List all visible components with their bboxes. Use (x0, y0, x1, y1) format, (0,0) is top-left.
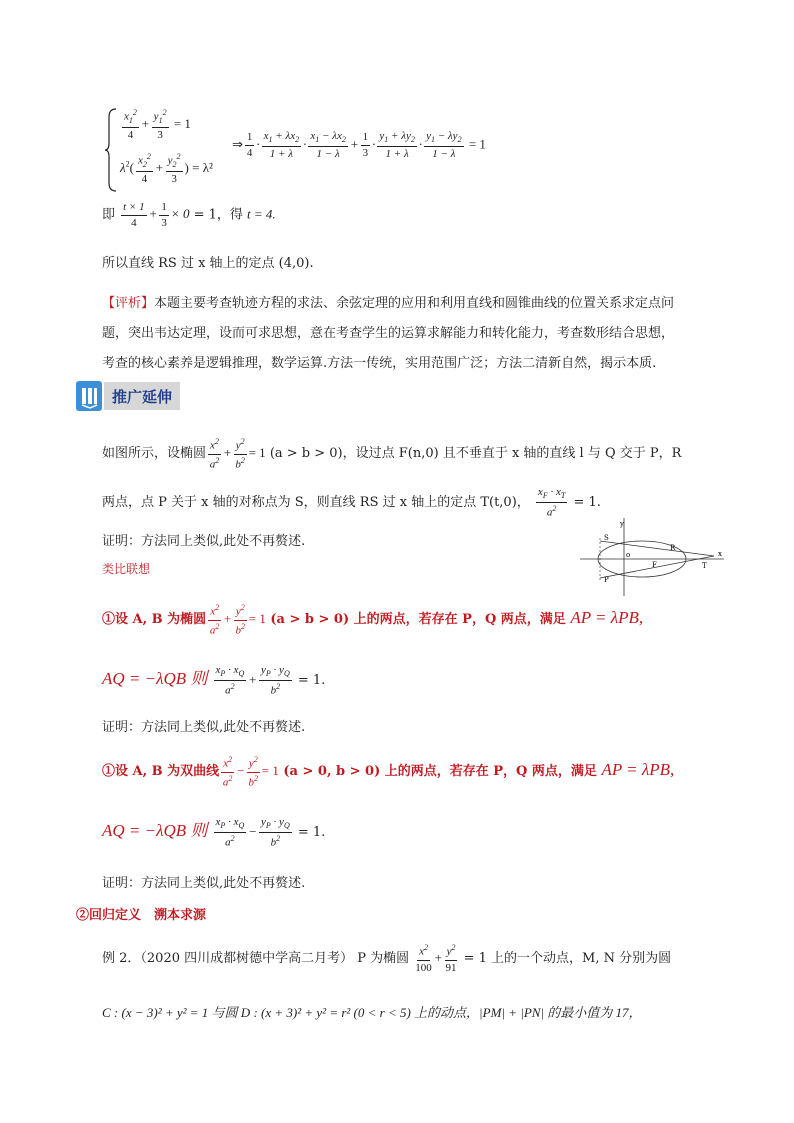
book-icon (76, 381, 102, 411)
ellipse-eq-1: $\frac{x_1^2}{4}$ + $\frac{y_1^2}{3}$ = 1 (124, 108, 191, 141)
section-title: 推广延伸 (104, 382, 180, 410)
section2-title: ②回归定义 溯本求源 (76, 908, 207, 923)
ext-line-1: 如图所示，设椭圆 $\frac{x^2}{a^2}$ + $\frac{y^2}{b^2}$ = 1 (a > b > 0)，设过点 F(n,0) 且不垂直于 x 轴的直线 l 与 Q 交于 P，R (102, 437, 682, 471)
ext-line-2: 两点，点 P 关于 x 轴的对称点为 S，则直线 RS 过 x 轴上的定点 T(t,0)， $\frac{x_F \cdot x_T}{a^2}$ = 1. (102, 486, 601, 519)
analogy-title: 类比联想 (102, 562, 151, 576)
analysis-line-1: 【评析】本题主要考查轨迹方程的求法、余弦定理的应用和利用直线和圆锥曲线的位置关系求定点问 (102, 296, 675, 311)
item2-proof: 证明：方法同上类似,此处不再赘述. (102, 876, 306, 891)
implication-eq: ⇒ $\frac{1}{4}$ · $\frac{x_1 + \lambda x_2}{1 + \lambda}$ · $\frac{x_1 - \lambda x_2}{1 - \lambda}$ + $\frac{1}{3}$ · $\frac{y_1 + \lambda y_2}{1 + \lambda}$ · $\frac{y_1 - \lambda y_2}{1 - \lambda}$ = 1 (232, 130, 486, 161)
item2-line-1: ①设 A, B 为双曲线 $\frac{x^2}{a^2}$ − $\frac{y^2}{b^2}$ = 1 (a > 0, b > 0) 上的两点，若存在 P，Q 两点，满足 AP = λPB, (102, 755, 675, 789)
section-header (76, 381, 180, 411)
fig-label-o: o (626, 551, 631, 559)
fig-label-f: F (652, 561, 657, 569)
analysis-line-3: 考查的核心素养是逻辑推理，数学运算.方法一传统，实用范围广泛；方法二清新自然，揭示本质. (102, 356, 657, 371)
ellipse-eq-2: $\lambda^2$( $\frac{x_2^2}{4}$ + $\frac{y_2^2}{3}$ ) = λ² (120, 152, 213, 185)
analysis-line-2: 题，突出韦达定理，设而可求思想，意在考查学生的运算求解能力和转化能力，考查数形结合思想， (102, 326, 675, 341)
item1-line-1: ①设 A, B 为椭圆 $\frac{x^2}{a^2}$ + $\frac{y^2}{b^2}$ = 1 (a > b > 0) 上的两点，若存在 P，Q 两点，满足 AP = λPB, (102, 603, 644, 637)
fig-label-s: S (604, 534, 609, 542)
fig-label-t: T (702, 562, 707, 570)
item2-line-2: AQ = −λQB 则 $\frac{x_P \cdot x_Q}{a^2}$ − $\frac{y_P \cdot y_Q}{b^2}$ = 1. (102, 816, 326, 849)
example-line-2: C : (x − 3)² + y² = 1 与圆 D : (x + 3)² + y² = r² (0 < r < 5) 上的动点，|PM| + |PN| 的最小值为 17， (102, 1005, 642, 1020)
fig-label-y: y (620, 520, 624, 528)
left-brace-icon (104, 107, 118, 193)
conclusion-text: 所以直线 RS 过 x 轴上的定点 (4,0). (102, 256, 314, 271)
analysis-tag: 【评析】 (102, 296, 155, 311)
ext-proof: 证明：方法同上类似,此处不再赘述. (102, 534, 306, 549)
example-line-1: 例 2．（2020 四川成都树德中学高二月考） P 为椭圆 $\frac{x^2}{100}$ + $\frac{y^2}{91}$ = 1 上的一个动点，M, N 分别为圆 (102, 943, 672, 974)
fig-label-r: R (670, 544, 676, 552)
fig-label-x: x (718, 550, 722, 558)
t-result-line: 即 $\frac{t \times 1}{4}$ + $\frac{1}{3}$ × 0 = 1，得 t = 4. (102, 201, 276, 229)
ellipse-figure (576, 516, 726, 598)
fig-label-p: P (604, 576, 609, 584)
item1-line-2: AQ = −λQB 则 $\frac{x_P \cdot x_Q}{a^2}$ + $\frac{y_P \cdot y_Q}{b^2}$ = 1. (102, 664, 326, 697)
item1-proof: 证明：方法同上类似,此处不再赘述. (102, 720, 306, 735)
equation-system (104, 105, 544, 195)
